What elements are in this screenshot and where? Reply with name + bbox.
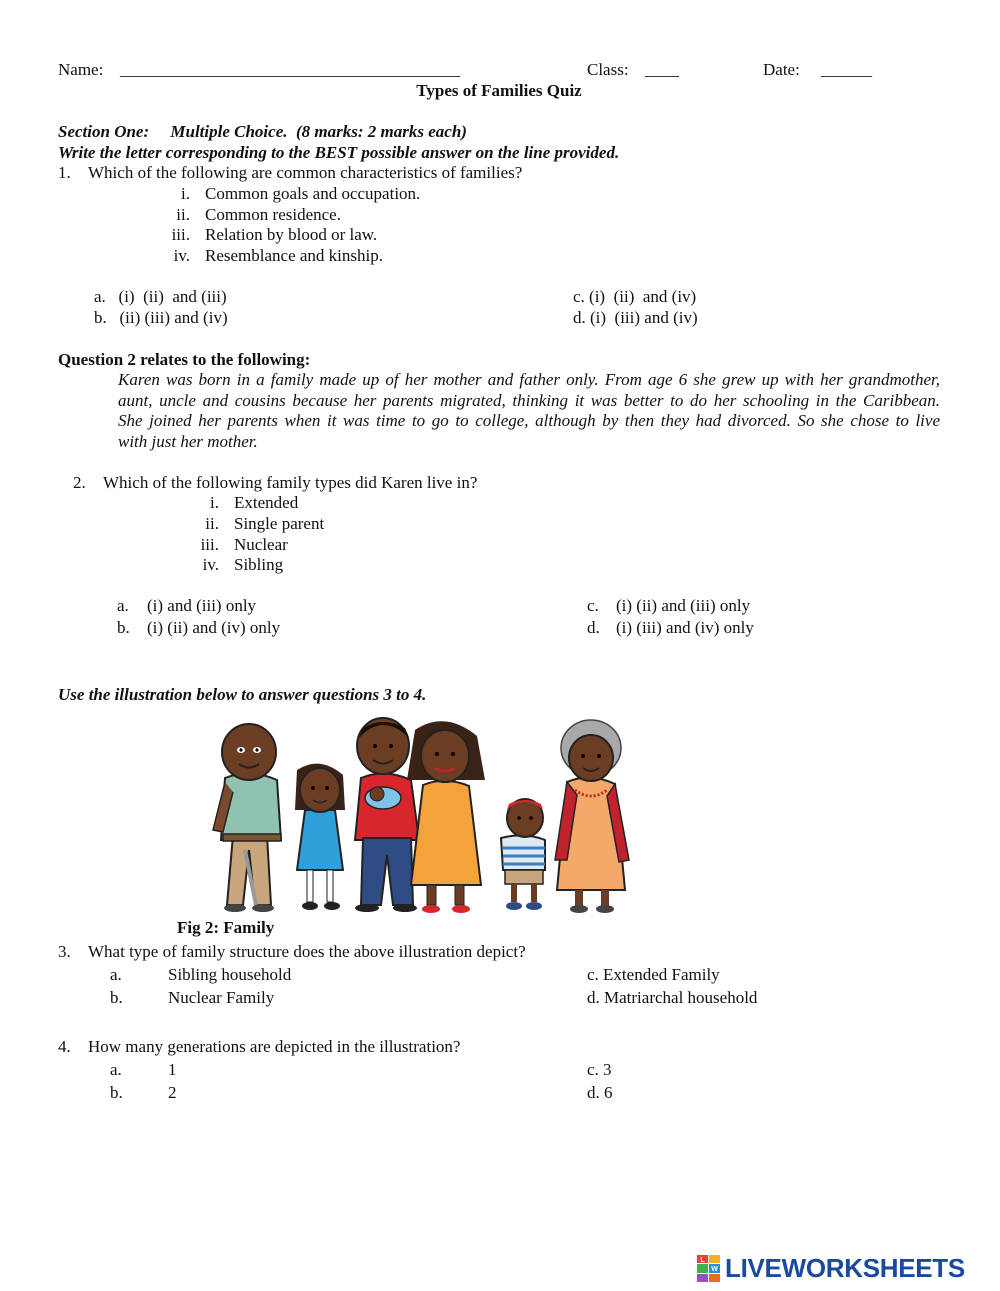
q2-option-d-letter: d. xyxy=(587,618,600,637)
q1-text: Which of the following are common characteristics of families? xyxy=(88,163,523,182)
q1-item-num: i. xyxy=(181,184,190,203)
q4-option-a[interactable]: 1 xyxy=(168,1060,177,1079)
class-line[interactable]: ____ xyxy=(645,60,679,79)
q2-option-c[interactable]: (i) (ii) and (iii) only xyxy=(616,596,751,615)
q2-item-text: Extended xyxy=(234,493,299,512)
q1-item-text: Resemblance and kinship. xyxy=(205,246,383,265)
q1-number: 1. xyxy=(58,163,71,182)
q1-item-num: iv. xyxy=(173,246,190,265)
section-instruction: Write the letter corresponding to the BEST possible answer on the line provided. xyxy=(58,143,620,162)
q1-option-d[interactable]: d. (i) (iii) and (iv) xyxy=(573,308,698,327)
q4-option-b[interactable]: 2 xyxy=(168,1083,177,1102)
q1-option-c[interactable]: c. (i) (ii) and (iv) xyxy=(573,287,697,306)
q4-option-d[interactable]: d. 6 xyxy=(587,1083,613,1102)
q2-text: Which of the following family types did Karen live in? xyxy=(103,473,478,492)
q2-option-d[interactable]: (i) (iii) and (iv) only xyxy=(616,618,754,637)
q1-option-a[interactable]: a. (i) (ii) and (iii) xyxy=(94,287,227,306)
q2-option-b-letter: b. xyxy=(117,618,130,637)
q2-option-b[interactable]: (i) (ii) and (iv) only xyxy=(147,618,281,637)
q3-option-c[interactable]: c. Extended Family xyxy=(587,965,720,984)
logo-tile-letter: L xyxy=(700,1256,705,1264)
girl-figure xyxy=(295,764,345,910)
q3-option-d[interactable]: d. Matriarchal household xyxy=(587,988,758,1007)
q2-item-num: ii. xyxy=(205,514,219,533)
illustration-instruction: Use the illustration below to answer questions 3 to 4. xyxy=(58,685,427,704)
logo-text: LIVEWORKSHEETS xyxy=(725,1253,965,1283)
q2-intro-heading: Question 2 relates to the following: xyxy=(58,350,311,369)
q4-text: How many generations are depicted in the illustration? xyxy=(88,1037,461,1056)
q4-option-b-letter: b. xyxy=(110,1083,123,1102)
q4-number: 4. xyxy=(58,1037,71,1056)
q3-option-b[interactable]: Nuclear Family xyxy=(168,988,275,1007)
q4-option-a-letter: a. xyxy=(110,1060,122,1079)
q1-option-b[interactable]: b. (ii) (iii) and (iv) xyxy=(94,308,228,327)
figure-caption: Fig 2: Family xyxy=(177,918,275,937)
passage-line: Karen was born in a family made up of her mother and father only. From age 6 she grew up with her grandmother, xyxy=(118,370,940,389)
q2-item-text: Single parent xyxy=(234,514,325,533)
q2-option-c-letter: c. xyxy=(587,596,599,615)
q2-item-text: Nuclear xyxy=(234,535,288,554)
grandfather-figure xyxy=(213,724,281,912)
q3-number: 3. xyxy=(58,942,71,961)
q3-option-b-letter: b. xyxy=(110,988,123,1007)
q2-item-text: Sibling xyxy=(234,555,284,574)
quiz-title: Types of Families Quiz xyxy=(416,81,582,100)
passage-line: She joined her parents when it was time to go to college, although by then they had divorced. So she chose to live xyxy=(118,411,940,430)
passage-line: with just her mother. xyxy=(118,431,258,451)
q1-item-num: ii. xyxy=(176,205,190,224)
q2-number: 2. xyxy=(73,473,86,492)
q2-item-num: i. xyxy=(210,493,219,512)
q4-option-c[interactable]: c. 3 xyxy=(587,1060,612,1079)
q1-item-text: Common residence. xyxy=(205,205,341,224)
section-heading: Section One: Multiple Choice. (8 marks: 2 marks each) xyxy=(58,122,467,141)
mother-figure xyxy=(407,721,485,913)
q3-text: What type of family structure does the above illustration depict? xyxy=(88,942,526,961)
q2-item-num: iii. xyxy=(200,535,219,554)
boy-figure xyxy=(501,799,545,910)
father-figure xyxy=(355,718,419,912)
q1-item-num: iii. xyxy=(171,225,190,244)
date-label: Date: xyxy=(763,60,800,79)
q2-item-num: iv. xyxy=(202,555,219,574)
grandmother-figure xyxy=(555,720,629,913)
name-line[interactable]: ________________________________________ xyxy=(120,60,460,79)
q3-option-a-letter: a. xyxy=(110,965,122,984)
q1-item-text: Common goals and occupation. xyxy=(205,184,421,203)
family-illustration xyxy=(205,710,645,920)
q3-option-a[interactable]: Sibling household xyxy=(168,965,292,984)
class-label: Class: xyxy=(587,60,629,79)
q2-option-a[interactable]: (i) and (iii) only xyxy=(147,596,257,615)
liveworksheets-tiles-icon xyxy=(697,1255,721,1283)
date-line[interactable]: ______ xyxy=(821,60,872,79)
passage-line: aunt, uncle and cousins because her parents migrated, thinking it was better to do her schooling in the Caribbean. xyxy=(118,390,940,410)
name-label: Name: xyxy=(58,60,104,79)
liveworksheets-logo[interactable] xyxy=(697,1253,965,1284)
q2-option-a-letter: a. xyxy=(117,596,129,615)
q1-item-text: Relation by blood or law. xyxy=(205,225,378,244)
karen-passage xyxy=(118,370,940,452)
logo-tile-letter: W xyxy=(711,1265,718,1273)
